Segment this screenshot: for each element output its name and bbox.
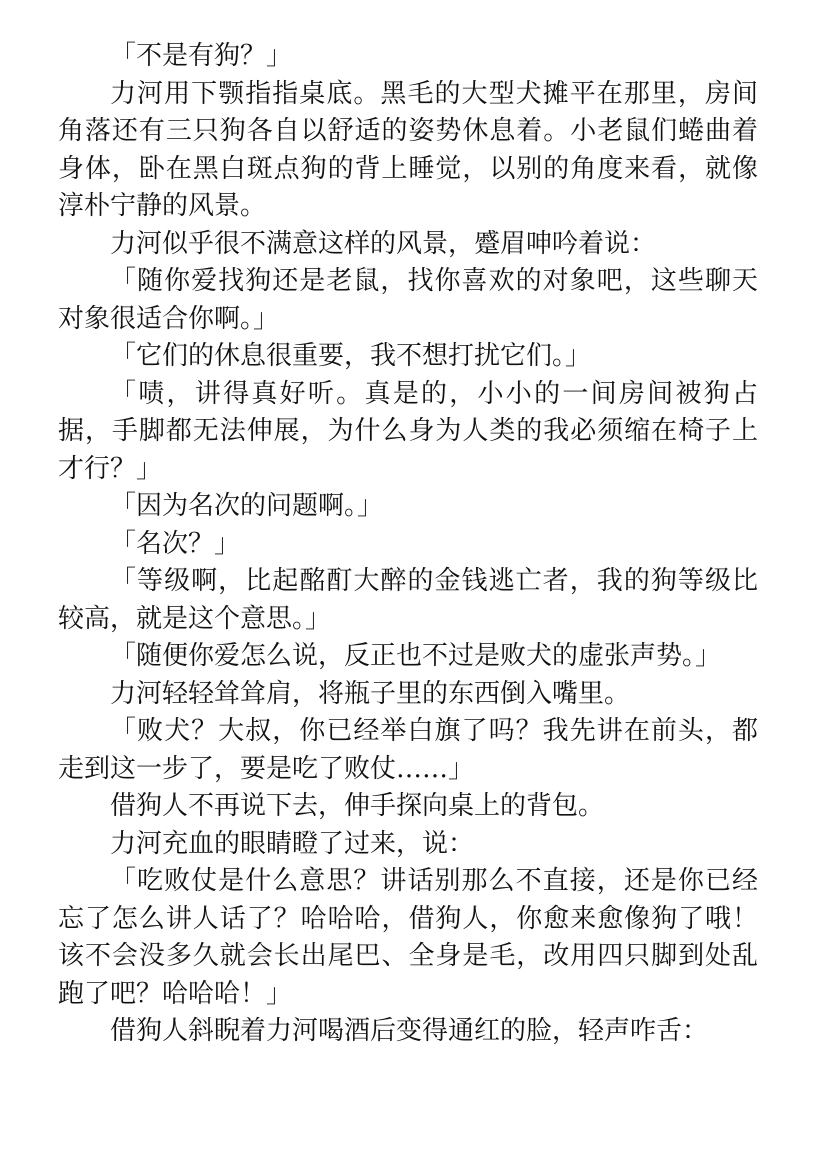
document-page xyxy=(58,38,758,1051)
paragraph: 「名次？」 xyxy=(110,528,241,559)
paragraph: 力河用下颚指指桌底。黑毛的大型犬摊平在那里，房间角落还有三只狗各自以舒适的姿势休息着。小老鼠们蜷曲着身体，卧在黑白斑点狗的背上睡觉，以别的角度来看，就像淳朴宁静的风景。 xyxy=(58,78,758,221)
paragraph: 「不是有狗？」 xyxy=(110,41,293,71)
paragraph: 「等级啊，比起酩酊大醉的金钱逃亡者，我的狗等级比较高，就是这个意思。」 xyxy=(58,566,758,634)
paragraph: 「吃败仗是什么意思？讲话别那么不直接，还是你已经忘了怎么讲人话了？哈哈哈，借狗人，你愈来愈像狗了哦！该不会没多久就会长出尾巴、全身是毛，改用四只脚到处乱跑了吧？哈哈哈！」 xyxy=(58,866,758,1009)
paragraph: 「随你爱找狗还是老鼠，找你喜欢的对象吧，这些聊天对象很适合你啊。」 xyxy=(58,266,758,334)
paragraph: 「它们的休息很重要，我不想打扰它们。」 xyxy=(110,341,592,371)
paragraph: 「因为名次的问题啊。」 xyxy=(110,491,384,521)
paragraph: 「啧，讲得真好听。真是的，小小的一间房间被狗占据，手脚都无法伸展，为什么身为人类的我必须缩在椅子上才行？」 xyxy=(58,378,758,484)
paragraph: 「败犬？大叔，你已经举白旗了吗？我先讲在前头，都走到这一步了，要是吃了败仗……」 xyxy=(58,716,758,784)
paragraph: 借狗人斜睨着力河喝酒后变得通红的脸，轻声咋舌： xyxy=(110,1016,709,1046)
paragraph: 借狗人不再说下去，伸手探向桌上的背包。 xyxy=(110,791,605,821)
paragraph: 「随便你爱怎么说，反正也不过是败犬的虚张声势。」 xyxy=(110,641,722,671)
paragraph: 力河充血的眼睛瞪了过来，说： xyxy=(110,828,475,859)
paragraph: 力河轻轻耸耸肩，将瓶子里的东西倒入嘴里。 xyxy=(110,678,631,709)
paragraph: 力河似乎很不满意这样的风景，蹙眉呻吟着说： xyxy=(110,228,657,259)
